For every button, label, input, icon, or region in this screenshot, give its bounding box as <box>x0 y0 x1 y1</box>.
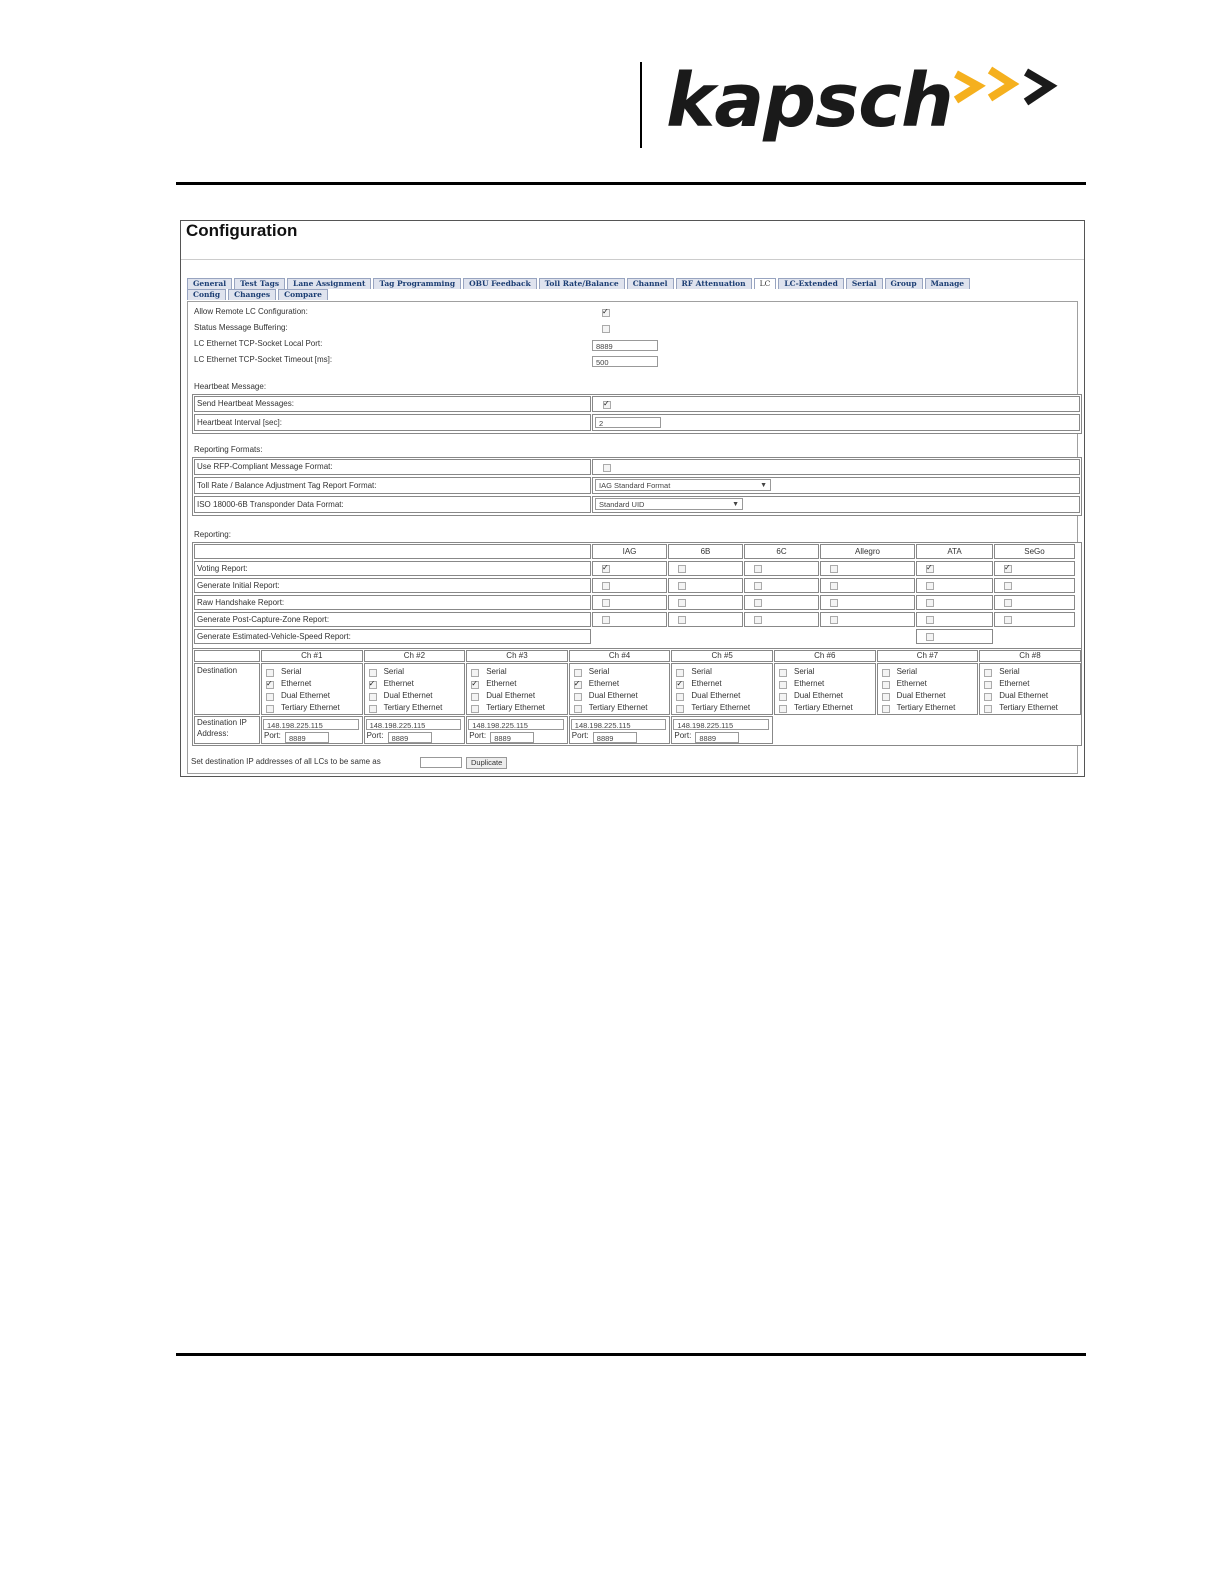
allow-remote-checkbox[interactable] <box>602 309 610 317</box>
port-label: Port: <box>674 731 692 740</box>
ip-label-cell <box>194 716 260 744</box>
destination-tertiary-ethernet-radio[interactable] <box>984 705 992 713</box>
logo-wordmark: kapsch <box>666 58 953 144</box>
channel-destination-table <box>192 648 1082 746</box>
status-buffering-label: Status Message Buffering: <box>194 323 288 332</box>
reporting-row-label: Generate Estimated-Vehicle-Speed Report: <box>197 632 351 641</box>
reporting-checkbox-allegro[interactable] <box>830 565 838 573</box>
dropdown-arrow-icon: ▼ <box>732 501 739 508</box>
destination-ethernet-radio[interactable] <box>369 681 377 689</box>
channel-name: Ch #8 <box>1019 651 1041 660</box>
reporting-checkbox-iag[interactable] <box>602 599 610 607</box>
reporting-column-header <box>744 544 819 559</box>
tab-group[interactable]: Group <box>885 278 923 289</box>
reporting-row <box>194 612 591 627</box>
tab-config[interactable]: Config <box>187 289 226 300</box>
channel-header <box>569 650 671 662</box>
reporting-row <box>194 595 591 610</box>
channel-header <box>877 650 979 662</box>
page-title: Configuration <box>186 221 298 240</box>
iso-format-select[interactable] <box>595 498 743 510</box>
kapsch-logo <box>664 52 1084 152</box>
destination-ethernet-radio[interactable] <box>984 681 992 689</box>
channel-header-blank <box>194 650 260 662</box>
tab-rf-attenuation[interactable]: RF Attenuation <box>676 278 752 289</box>
reporting-row-label: Voting Report: <box>197 564 248 573</box>
destination-tertiary-ethernet-radio[interactable] <box>266 705 274 713</box>
tab-changes[interactable]: Changes <box>228 289 276 300</box>
reporting-checkbox-allegro[interactable] <box>830 616 838 624</box>
destination-dual-ethernet-radio[interactable] <box>779 693 787 701</box>
send-heartbeat-checkbox[interactable] <box>603 401 611 409</box>
port-label: Port: <box>366 731 384 740</box>
duplicate-label: Set destination IP addresses of all LCs to be same as <box>191 757 381 766</box>
destination-serial-radio[interactable] <box>882 669 890 677</box>
channel-name: Ch #1 <box>301 651 323 660</box>
destination-option-label: Dual Ethernet <box>281 691 330 700</box>
destination-option-label: Dual Ethernet <box>486 691 536 700</box>
rfp-label: Use RFP-Compliant Message Format: <box>197 462 333 471</box>
reporting-checkbox-iag[interactable] <box>602 616 610 624</box>
reporting-column-iag: IAG <box>622 547 637 556</box>
destination-tertiary-ethernet-radio[interactable] <box>676 705 684 713</box>
tab-tag-programming[interactable]: Tag Programming <box>373 278 461 289</box>
reporting-column-6b: 6B <box>700 547 711 556</box>
destination-option-label: Serial <box>999 667 1020 676</box>
heartbeat-interval-label: Heartbeat Interval [sec]: <box>197 418 282 427</box>
tab-lane-assignment[interactable]: Lane Assignment <box>287 278 371 289</box>
channel-name: Ch #6 <box>814 651 836 660</box>
destination-option-label: Tertiary Ethernet <box>794 703 853 712</box>
destination-port-input[interactable]: 8889 <box>285 732 329 743</box>
destination-dual-ethernet-radio[interactable] <box>882 693 890 701</box>
tab-obu-feedback[interactable]: OBU Feedback <box>463 278 537 289</box>
tab-toll-rate-balance[interactable]: Toll Rate/Balance <box>539 278 625 289</box>
channel-header <box>671 650 773 662</box>
toll-format-value: IAG Standard Format <box>599 481 671 490</box>
tab-row-2 <box>187 289 977 300</box>
reporting-checkbox-allegro[interactable] <box>830 599 838 607</box>
reporting-title: Reporting: <box>194 530 231 539</box>
destination-serial-radio[interactable] <box>984 669 992 677</box>
destination-dual-ethernet-radio[interactable] <box>676 693 684 701</box>
destination-ip-input[interactable]: 148.198.225.115 <box>468 719 564 730</box>
destination-tertiary-ethernet-radio[interactable] <box>369 705 377 713</box>
reporting-checkbox-ata[interactable] <box>926 565 934 573</box>
heartbeat-table <box>192 394 1082 434</box>
footer-rule <box>176 1353 1086 1356</box>
header-divider <box>640 62 642 148</box>
toll-format-label: Toll Rate / Balance Adjustment Tag Report Format: <box>197 481 377 490</box>
destination-option-label: Tertiary Ethernet <box>999 703 1058 712</box>
destination-option-label: Serial <box>281 667 302 676</box>
tab-bar <box>187 278 977 300</box>
tab-manage[interactable]: Manage <box>925 278 971 289</box>
destination-port-input[interactable]: 8889 <box>593 732 637 743</box>
reporting-row <box>194 561 591 576</box>
destination-tertiary-ethernet-radio[interactable] <box>471 705 479 713</box>
tab-lc[interactable]: LC <box>754 278 777 289</box>
destination-serial-radio[interactable] <box>369 669 377 677</box>
destination-option-label: Serial <box>486 667 507 676</box>
channel-name: Ch #3 <box>506 651 528 660</box>
iso-format-value: Standard UID <box>599 500 645 509</box>
reporting-checkbox-6c[interactable] <box>754 582 762 590</box>
reporting-checkbox-6b[interactable] <box>678 565 686 573</box>
tab-general[interactable]: General <box>187 278 232 289</box>
reporting-checkbox-6c[interactable] <box>754 616 762 624</box>
destination-option-label: Dual Ethernet <box>383 691 433 700</box>
destination-dual-ethernet-radio[interactable] <box>984 693 992 701</box>
destination-ip-input[interactable]: 148.198.225.115 <box>366 719 462 730</box>
destination-ethernet-radio[interactable] <box>574 681 582 689</box>
channel-header <box>979 650 1081 662</box>
reporting-column-header <box>994 544 1075 559</box>
destination-option-label: Dual Ethernet <box>896 691 946 700</box>
destination-option-label: Ethernet <box>794 679 825 688</box>
logo-chevrons-icon <box>950 66 1070 116</box>
destination-ethernet-radio[interactable] <box>676 681 684 689</box>
destination-label: Destination <box>197 666 238 675</box>
destination-option-label: Dual Ethernet <box>588 691 638 700</box>
destination-ip-input[interactable]: 148.198.225.115 <box>263 719 359 730</box>
reporting-checkbox-ata[interactable] <box>926 599 934 607</box>
reporting-checkbox-sego[interactable] <box>1004 599 1012 607</box>
destination-serial-radio[interactable] <box>266 669 274 677</box>
header-rule <box>176 182 1086 185</box>
toll-format-select[interactable] <box>595 479 771 491</box>
destination-option-label: Ethernet <box>588 679 620 688</box>
local-port-label: LC Ethernet TCP-Socket Local Port: <box>194 339 323 348</box>
reporting-column-header <box>592 544 667 559</box>
iso-format-label: ISO 18000-6B Transponder Data Format: <box>197 500 344 509</box>
channel-header <box>774 650 876 662</box>
destination-tertiary-ethernet-radio[interactable] <box>882 705 890 713</box>
tab-channel[interactable]: Channel <box>627 278 674 289</box>
timeout-label: LC Ethernet TCP-Socket Timeout [ms]: <box>194 355 333 364</box>
destination-port-input[interactable]: 8889 <box>490 732 534 743</box>
reporting-checkbox-sego[interactable] <box>1004 616 1012 624</box>
destination-ethernet-radio[interactable] <box>266 681 274 689</box>
timeout-input[interactable]: 500 <box>592 356 658 367</box>
reporting-table <box>192 542 1082 649</box>
destination-port-input[interactable]: 8889 <box>695 732 739 743</box>
destination-option-label: Ethernet <box>896 679 927 688</box>
dropdown-arrow-icon: ▼ <box>760 482 767 489</box>
destination-option-label: Ethernet <box>383 679 414 688</box>
reporting-checkbox-6b[interactable] <box>678 582 686 590</box>
destination-tertiary-ethernet-radio[interactable] <box>779 705 787 713</box>
rfp-checkbox[interactable] <box>603 464 611 472</box>
destination-serial-radio[interactable] <box>779 669 787 677</box>
destination-option-label: Tertiary Ethernet <box>691 703 751 712</box>
destination-ethernet-radio[interactable] <box>779 681 787 689</box>
destination-option-label: Dual Ethernet <box>999 691 1049 700</box>
status-buffering-checkbox[interactable] <box>602 325 610 333</box>
destination-option-label: Ethernet <box>691 679 722 688</box>
reporting-checkbox-6b[interactable] <box>678 616 686 624</box>
reporting-row <box>194 629 591 644</box>
speed-report-ata-checkbox[interactable] <box>926 633 934 641</box>
tab-test-tags[interactable]: Test Tags <box>234 278 285 289</box>
reporting-row-label: Raw Handshake Report: <box>197 598 285 607</box>
reporting-checkbox-iag[interactable] <box>602 582 610 590</box>
destination-option-label: Tertiary Ethernet <box>486 703 545 712</box>
reporting-column-ata: ATA <box>947 547 962 556</box>
channel-name: Ch #4 <box>608 651 631 660</box>
lc-settings-panel <box>187 301 1078 774</box>
send-heartbeat-label: Send Heartbeat Messages: <box>197 399 294 408</box>
destination-option-label: Tertiary Ethernet <box>896 703 956 712</box>
reporting-checkbox-6c[interactable] <box>754 565 762 573</box>
destination-option-label: Tertiary Ethernet <box>281 703 340 712</box>
channel-name: Ch #5 <box>711 651 733 660</box>
channel-header <box>261 650 363 662</box>
heartbeat-interval-input[interactable]: 2 <box>595 417 661 428</box>
ip-label: Destination IP Address: <box>197 718 247 738</box>
destination-option-label: Serial <box>588 667 610 676</box>
reporting-checkbox-6b[interactable] <box>678 599 686 607</box>
tab-compare[interactable]: Compare <box>278 289 328 300</box>
destination-option-label: Serial <box>896 667 918 676</box>
channel-name: Ch #2 <box>403 651 426 660</box>
reporting-column-header <box>820 544 915 559</box>
channel-header <box>364 650 466 662</box>
destination-serial-radio[interactable] <box>471 669 479 677</box>
reporting-column-sego: SeGo <box>1024 547 1045 556</box>
destination-label-cell <box>194 663 260 715</box>
port-label: Port: <box>571 731 589 740</box>
destination-ip-input[interactable]: 148.198.225.115 <box>673 719 769 730</box>
destination-dual-ethernet-radio[interactable] <box>369 693 377 701</box>
destination-port-input[interactable]: 8889 <box>388 732 432 743</box>
reporting-header-blank <box>194 544 591 559</box>
channel-name: Ch #7 <box>916 651 939 660</box>
port-label: Port: <box>469 731 487 740</box>
destination-option-label: Tertiary Ethernet <box>588 703 648 712</box>
destination-option-label: Ethernet <box>486 679 517 688</box>
reporting-checkbox-ata[interactable] <box>926 582 934 590</box>
destination-dual-ethernet-radio[interactable] <box>266 693 274 701</box>
reporting-row <box>194 578 591 593</box>
local-port-input[interactable]: 8889 <box>592 340 658 351</box>
heartbeat-section-title: Heartbeat Message: <box>194 382 267 391</box>
reporting-column-allegro: Allegro <box>855 547 880 556</box>
destination-dual-ethernet-radio[interactable] <box>574 693 582 701</box>
duplicate-ip-input[interactable] <box>420 757 462 768</box>
port-label: Port: <box>264 731 281 740</box>
destination-serial-radio[interactable] <box>676 669 684 677</box>
destination-ethernet-radio[interactable] <box>471 681 479 689</box>
destination-ip-input[interactable]: 148.198.225.115 <box>571 719 667 730</box>
destination-option-label: Tertiary Ethernet <box>383 703 443 712</box>
reporting-row-label: Generate Initial Report: <box>197 581 280 590</box>
reporting-formats-table <box>192 457 1082 516</box>
reporting-column-6c: 6C <box>776 547 787 556</box>
tab-lc-extended[interactable]: LC-Extended <box>778 278 844 289</box>
destination-option-label: Ethernet <box>281 679 312 688</box>
destination-ethernet-radio[interactable] <box>882 681 890 689</box>
destination-dual-ethernet-radio[interactable] <box>471 693 479 701</box>
channel-header <box>466 650 568 662</box>
reporting-row-label: Generate Post-Capture-Zone Report: <box>197 615 330 624</box>
tab-row-1 <box>187 278 977 289</box>
duplicate-button[interactable]: Duplicate <box>466 757 507 769</box>
reporting-checkbox-6c[interactable] <box>754 599 762 607</box>
reporting-checkbox-allegro[interactable] <box>830 582 838 590</box>
destination-option-label: Serial <box>794 667 815 676</box>
destination-serial-radio[interactable] <box>574 669 582 677</box>
destination-tertiary-ethernet-radio[interactable] <box>574 705 582 713</box>
reporting-column-header <box>668 544 743 559</box>
reporting-checkbox-ata[interactable] <box>926 616 934 624</box>
reporting-formats-title: Reporting Formats: <box>194 445 263 454</box>
destination-option-label: Serial <box>691 667 712 676</box>
reporting-checkbox-iag[interactable] <box>602 565 610 573</box>
destination-option-label: Dual Ethernet <box>794 691 843 700</box>
configuration-screenshot <box>180 220 1085 777</box>
destination-option-label: Serial <box>383 667 405 676</box>
destination-option-label: Ethernet <box>999 679 1030 688</box>
reporting-checkbox-sego[interactable] <box>1004 582 1012 590</box>
destination-option-label: Dual Ethernet <box>691 691 741 700</box>
reporting-column-header <box>916 544 993 559</box>
title-divider <box>181 259 1084 260</box>
reporting-checkbox-sego[interactable] <box>1004 565 1012 573</box>
tab-serial[interactable]: Serial <box>846 278 883 289</box>
allow-remote-label: Allow Remote LC Configuration: <box>194 307 308 316</box>
